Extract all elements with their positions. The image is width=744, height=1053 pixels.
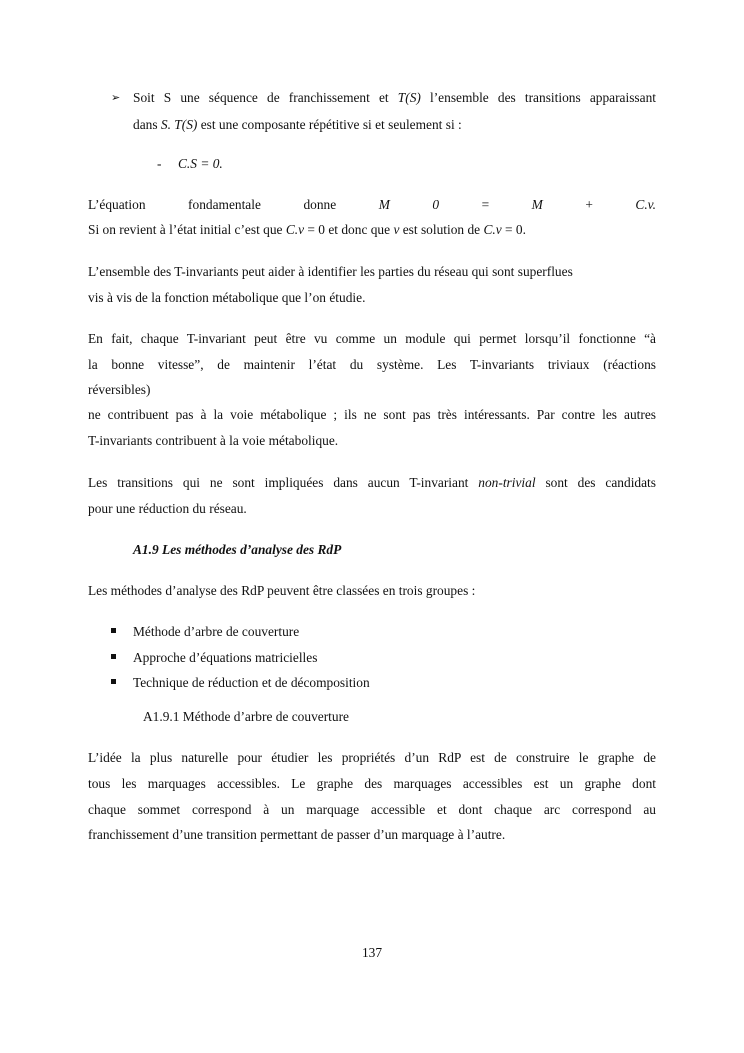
eq-token: fondamentale xyxy=(188,197,261,212)
page-number: 137 xyxy=(361,945,383,960)
subsection-heading: A1.9.1 Méthode d’arbre de couverture xyxy=(143,709,349,724)
equation-line xyxy=(88,196,656,214)
eq-token: L’équation xyxy=(88,197,146,212)
module-line3: réversibles) xyxy=(88,382,151,397)
method-item: Technique de réduction et de décomposition xyxy=(133,675,370,690)
eq-token: C.v. xyxy=(635,197,656,212)
module-line5: T-invariants contribuent à la voie métabolique. xyxy=(88,433,339,448)
idea-line4: franchissement d’une transition permettant de passer d’un marquage à l’autre. xyxy=(88,827,506,842)
idea-line3: chaque sommet correspond à un marquage accessible et dont chaque arc correspond au xyxy=(88,802,656,817)
condition-dash: - xyxy=(157,156,162,171)
tinv-line2: vis à vis de la fonction métabolique que l’on étudie. xyxy=(88,290,366,305)
square-bullet-icon xyxy=(111,628,116,633)
equation-line2: Si on revient à l’état initial c’est que C.v = 0 et donc que v est solution de C.v = 0. xyxy=(88,222,526,237)
idea-line2: tous les marquages accessibles. Le graphe des marquages accessibles est un graphe dont xyxy=(88,776,656,791)
idea-line1: L’idée la plus naturelle pour étudier les propriétés d’un RdP est de construire le graphe de xyxy=(88,750,656,765)
square-bullet-icon xyxy=(111,679,116,684)
transitions-line2: pour une réduction du réseau. xyxy=(88,501,247,516)
module-line1: En fait, chaque T-invariant peut être vu comme un module qui permet lorsqu’il fonctionne “à xyxy=(88,331,656,346)
bullet1-line1: Soit S une séquence de franchissement et T(S) l’ensemble des transitions apparaissant xyxy=(133,90,656,105)
arrow-bullet-icon: ➢ xyxy=(111,91,121,104)
square-bullet-icon xyxy=(111,654,116,659)
module-line2: la bonne vitesse”, de maintenir l’état du système. Les T-invariants triviaux (réactions xyxy=(88,357,656,372)
eq-token: M xyxy=(378,197,390,212)
transitions-line1: Les transitions qui ne sont impliquées dans aucun T-invariant non-trivial sont des candidats xyxy=(88,475,656,490)
bullet1-line2: dans S. T(S) est une composante répétitive si et seulement si : xyxy=(133,117,462,132)
eq-token: M xyxy=(531,197,543,212)
eq-token: + xyxy=(585,197,593,212)
tinv-line1: L’ensemble des T-invariants peut aider à identifier les parties du réseau qui sont superflues xyxy=(88,264,573,279)
methods-intro: Les méthodes d’analyse des RdP peuvent être classées en trois groupes : xyxy=(88,583,476,598)
eq-token: = xyxy=(481,197,490,212)
module-line4: ne contribuent pas à la voie métabolique ; ils ne sont pas très intéressants. Par contre les autres xyxy=(88,407,656,422)
condition-formula: C.S = 0. xyxy=(178,156,223,171)
eq-token: donne xyxy=(303,197,337,212)
method-item: Méthode d’arbre de couverture xyxy=(133,624,300,639)
method-item: Approche d’équations matricielles xyxy=(133,650,318,665)
section-heading: A1.9 Les méthodes d’analyse des RdP xyxy=(133,542,342,557)
eq-token: 0 xyxy=(432,197,440,212)
